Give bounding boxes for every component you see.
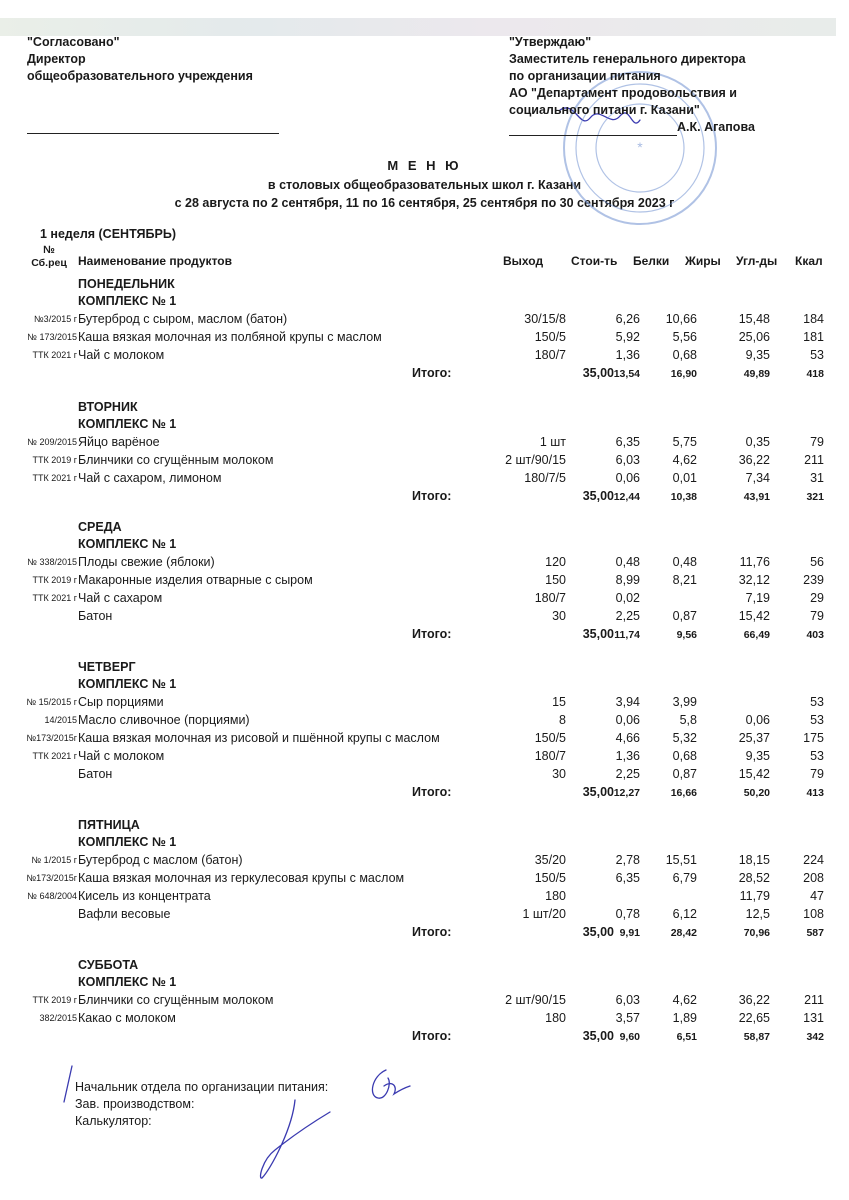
dish-name: Яйцо варёное — [78, 435, 160, 449]
table-row — [0, 434, 849, 452]
table-row — [0, 470, 849, 488]
total-kcal: 342 — [806, 1031, 824, 1043]
output-value: 35/20 — [534, 853, 566, 867]
fat-value: 5,75 — [672, 435, 697, 449]
complex-label: КОМПЛЕКС № 1 — [78, 294, 177, 308]
approval-right-position-2: по организации питания — [509, 69, 661, 83]
total-carbs: 50,20 — [743, 787, 770, 799]
total-carbs: 70,96 — [743, 927, 770, 939]
fat-value: 0,68 — [672, 749, 697, 763]
fat-value: 0,48 — [672, 555, 697, 569]
total-fat: 16,90 — [670, 368, 697, 380]
recipe-code: ТТК 2021 г — [32, 751, 77, 761]
dish-name: Вафли весовые — [78, 907, 171, 921]
fat-value: 4,62 — [672, 993, 697, 1007]
complex-label: КОМПЛЕКС № 1 — [78, 417, 177, 431]
fat-value: 5,32 — [672, 731, 697, 745]
kcal-value: 239 — [803, 573, 824, 587]
kcal-value: 131 — [803, 1011, 824, 1025]
column-header-recipe-no: № Сб.рец — [31, 244, 67, 269]
recipe-code: 14/2015 — [44, 715, 77, 725]
recipe-code: № 15/2015 г — [26, 697, 77, 707]
kcal-value: 211 — [804, 453, 824, 467]
fat-value: 6,79 — [672, 871, 697, 885]
kcal-value: 208 — [803, 871, 824, 885]
fat-value: 0,68 — [672, 348, 697, 362]
carbs-value: 25,06 — [738, 330, 770, 344]
output-value: 30 — [552, 767, 566, 781]
total-price: 35,00 — [582, 925, 614, 939]
dish-name: Масло сливочное (порциями) — [78, 713, 250, 727]
total-kcal: 403 — [806, 629, 824, 641]
output-value: 30 — [552, 609, 566, 623]
recipe-code: №173/2015г — [26, 733, 77, 743]
output-value: 180/7 — [534, 749, 566, 763]
output-value: 2 шт/90/15 — [505, 993, 566, 1007]
carbs-value: 7,34 — [745, 471, 770, 485]
total-label: Итого: — [412, 627, 452, 641]
table-row — [0, 888, 849, 906]
total-kcal: 587 — [806, 927, 824, 939]
dish-name: Чай с сахаром — [78, 591, 163, 605]
complex-label: КОМПЛЕКС № 1 — [78, 537, 177, 551]
protein-value: 6,03 — [615, 453, 640, 467]
approval-left-block — [27, 34, 279, 134]
dish-name: Батон — [78, 609, 113, 623]
table-row — [0, 590, 849, 608]
total-row — [0, 365, 849, 383]
day-name: СУББОТА — [78, 958, 139, 972]
protein-value: 0,02 — [615, 591, 640, 605]
total-carbs: 66,49 — [743, 629, 770, 641]
kcal-value: 108 — [803, 907, 824, 921]
dish-name: Чай с молоком — [78, 749, 165, 763]
total-protein: 9,91 — [619, 927, 640, 939]
total-label: Итого: — [412, 489, 452, 503]
dish-name: Каша вязкая молочная из рисовой и пшённой крупы с маслом — [78, 731, 440, 745]
output-value: 1 шт — [539, 435, 566, 449]
fat-value: 3,99 — [672, 695, 697, 709]
table-row — [0, 852, 849, 870]
approval-right-block — [509, 34, 755, 136]
fat-value: 6,12 — [672, 907, 697, 921]
carbs-value: 9,35 — [745, 749, 770, 763]
total-carbs: 43,91 — [743, 491, 770, 503]
week-label: 1 неделя (СЕНТЯБРЬ) — [40, 227, 176, 241]
output-value: 120 — [545, 555, 566, 569]
protein-value: 1,36 — [615, 749, 640, 763]
protein-value: 0,78 — [615, 907, 640, 921]
document-title-block — [0, 156, 849, 212]
protein-value: 6,35 — [615, 435, 640, 449]
table-row — [0, 347, 849, 365]
total-protein: 13,54 — [613, 368, 640, 380]
table-row — [0, 906, 849, 924]
carbs-value: 11,79 — [739, 889, 770, 903]
svg-text:*: * — [637, 139, 643, 155]
dish-name: Чай с молоком — [78, 348, 165, 362]
approval-right-signature-line — [509, 122, 677, 136]
dish-name: Каша вязкая молочная из полбяной крупы с маслом — [78, 330, 382, 344]
carbs-value: 7,19 — [745, 591, 770, 605]
dish-name: Макаронные изделия отварные с сыром — [78, 573, 313, 587]
protein-value: 4,66 — [615, 731, 640, 745]
protein-value: 2,25 — [615, 609, 640, 623]
protein-value: 0,06 — [615, 713, 640, 727]
carbs-value: 36,22 — [738, 993, 770, 1007]
day-name: ПОНЕДЕЛЬНИК — [78, 277, 175, 291]
protein-value: 1,36 — [615, 348, 640, 362]
recipe-code: № 1/2015 г — [31, 855, 77, 865]
fat-value: 0,87 — [672, 767, 697, 781]
table-row — [0, 572, 849, 590]
output-value: 2 шт/90/15 — [505, 453, 566, 467]
carbs-value: 15,42 — [738, 767, 770, 781]
day-name: ПЯТНИЦА — [78, 818, 140, 832]
output-value: 180/7 — [534, 348, 566, 362]
protein-value: 2,78 — [615, 853, 640, 867]
output-value: 30/15/8 — [524, 312, 566, 326]
total-protein: 12,44 — [613, 491, 640, 503]
approval-left-signature-line — [27, 133, 279, 134]
fat-value: 5,56 — [672, 330, 697, 344]
output-value: 1 шт/20 — [522, 907, 566, 921]
carbs-value: 18,15 — [738, 853, 770, 867]
column-header-fat: Жиры — [685, 254, 721, 268]
carbs-value: 25,37 — [738, 731, 770, 745]
recipe-code: ТТК 2019 г — [32, 575, 77, 585]
kcal-value: 224 — [803, 853, 824, 867]
complex-label: КОМПЛЕКС № 1 — [78, 835, 177, 849]
total-row — [0, 626, 849, 644]
output-value: 180 — [545, 1011, 566, 1025]
total-row — [0, 784, 849, 802]
table-row — [0, 554, 849, 572]
table-row — [0, 992, 849, 1010]
document-title: М Е Н Ю — [387, 158, 462, 173]
total-protein: 9,60 — [619, 1031, 640, 1043]
protein-value: 0,06 — [615, 471, 640, 485]
table-row — [0, 730, 849, 748]
table-row — [0, 712, 849, 730]
recipe-code: № 648/2004 — [27, 891, 77, 901]
total-fat: 28,42 — [670, 927, 697, 939]
output-value: 180 — [545, 889, 566, 903]
carbs-value: 28,52 — [738, 871, 770, 885]
fat-value: 4,62 — [672, 453, 697, 467]
approval-left-position: Директор — [27, 52, 86, 66]
total-price: 35,00 — [582, 489, 614, 503]
total-fat: 6,51 — [676, 1031, 697, 1043]
column-header-carbs: Угл-ды — [736, 254, 778, 268]
approval-right-heading: "Утверждаю" — [509, 35, 592, 49]
carbs-value: 15,42 — [738, 609, 770, 623]
recipe-code: ТТК 2019 г — [32, 995, 77, 1005]
recipe-code: ТТК 2021 г — [32, 593, 77, 603]
kcal-value: 31 — [810, 471, 824, 485]
kcal-value: 47 — [810, 889, 824, 903]
fat-value: 0,01 — [672, 471, 697, 485]
complex-label: КОМПЛЕКС № 1 — [78, 677, 177, 691]
column-header-protein: Белки — [633, 254, 670, 268]
output-value: 150/5 — [534, 731, 566, 745]
column-header-kcal: Ккал — [795, 254, 823, 268]
output-value: 150/5 — [534, 871, 566, 885]
total-label: Итого: — [412, 366, 452, 380]
approval-right-signer: А.К. Агапова — [677, 120, 755, 134]
column-header-name: Наименование продуктов — [78, 254, 232, 268]
output-value: 180/7/5 — [524, 471, 566, 485]
recipe-code: ТТК 2019 г — [32, 455, 77, 465]
recipe-code: № 209/2015 — [27, 437, 77, 447]
day-name: ВТОРНИК — [78, 400, 138, 414]
total-label: Итого: — [412, 925, 452, 939]
total-price: 35,00 — [582, 627, 614, 641]
kcal-value: 175 — [803, 731, 824, 745]
approval-right-sign-row — [509, 119, 755, 136]
output-value: 180/7 — [534, 591, 566, 605]
fat-value: 8,21 — [672, 573, 697, 587]
carbs-value: 36,22 — [738, 453, 770, 467]
fat-value: 0,87 — [672, 609, 697, 623]
total-kcal: 413 — [806, 787, 824, 799]
recipe-code: ТТК 2021 г — [32, 473, 77, 483]
protein-value: 3,94 — [615, 695, 640, 709]
kcal-value: 181 — [803, 330, 824, 344]
total-price: 35,00 — [582, 785, 614, 799]
footer-production-manager: Зав. производством: — [75, 1097, 195, 1111]
carbs-value: 0,06 — [745, 713, 770, 727]
complex-label: КОМПЛЕКС № 1 — [78, 975, 177, 989]
document-dates: с 28 августа по 2 сентября, 11 по 16 сентября, 25 сентября по 30 сентября 2023 г — [174, 196, 675, 210]
total-row — [0, 924, 849, 942]
document-subtitle: в столовых общеобразовательных школ г. Казани — [267, 178, 582, 192]
table-row — [0, 748, 849, 766]
footer-calculator: Калькулятор: — [75, 1114, 152, 1128]
table-row — [0, 694, 849, 712]
dish-name: Бутерброд с маслом (батон) — [78, 853, 243, 867]
kcal-value: 211 — [804, 993, 824, 1007]
total-fat: 10,38 — [670, 491, 697, 503]
recipe-code: № 338/2015 — [27, 557, 77, 567]
carbs-value: 22,65 — [738, 1011, 770, 1025]
carbs-value: 12,5 — [745, 907, 770, 921]
dish-name: Блинчики со сгущённым молоком — [78, 993, 274, 1007]
footer-head-of-catering: Начальник отдела по организации питания: — [75, 1080, 329, 1094]
kcal-value: 53 — [810, 713, 824, 727]
dish-name: Батон — [78, 767, 113, 781]
kcal-value: 53 — [810, 348, 824, 362]
total-fat: 9,56 — [676, 629, 697, 641]
output-value: 8 — [559, 713, 566, 727]
table-row — [0, 608, 849, 626]
carbs-value: 15,48 — [738, 312, 770, 326]
total-fat: 16,66 — [670, 787, 697, 799]
kcal-value: 79 — [810, 767, 824, 781]
carbs-value: 32,12 — [738, 573, 770, 587]
output-value: 150 — [545, 573, 566, 587]
dish-name: Кисель из концентрата — [78, 889, 211, 903]
table-row — [0, 329, 849, 347]
dish-name: Плоды свежие (яблоки) — [78, 555, 215, 569]
total-carbs: 58,87 — [743, 1031, 770, 1043]
kcal-value: 56 — [810, 555, 824, 569]
footer-signatures — [75, 1079, 328, 1130]
carbs-value: 0,35 — [745, 435, 770, 449]
recipe-code: №173/2015г — [26, 873, 77, 883]
kcal-value: 79 — [810, 435, 824, 449]
fat-value: 10,66 — [665, 312, 697, 326]
approval-right-position: Заместитель генерального директора — [509, 52, 746, 66]
protein-value: 3,57 — [615, 1011, 640, 1025]
carbs-value: 9,35 — [745, 348, 770, 362]
total-kcal: 321 — [806, 491, 824, 503]
protein-value: 6,26 — [615, 312, 640, 326]
column-header-output: Выход — [503, 254, 544, 268]
recipe-code: №3/2015 г — [34, 314, 77, 324]
protein-value: 5,92 — [615, 330, 640, 344]
total-row — [0, 1028, 849, 1046]
protein-value: 6,35 — [615, 871, 640, 885]
fat-value: 1,89 — [672, 1011, 697, 1025]
approval-right-org-2: социального питани г. Казани" — [509, 103, 700, 117]
recipe-code: 382/2015 — [39, 1013, 77, 1023]
total-label: Итого: — [412, 785, 452, 799]
dish-name: Сыр порциями — [78, 695, 164, 709]
kcal-value: 53 — [810, 749, 824, 763]
approval-left-org: общеобразовательного учреждения — [27, 69, 253, 83]
carbs-value: 11,76 — [739, 555, 770, 569]
kcal-value: 184 — [803, 312, 824, 326]
total-carbs: 49,89 — [743, 368, 770, 380]
recipe-code: ТТК 2021 г — [32, 350, 77, 360]
table-row — [0, 452, 849, 470]
dish-name: Каша вязкая молочная из геркулесовая крупы с маслом — [78, 871, 405, 885]
column-header-price: Стои-ть — [571, 254, 618, 268]
output-value: 150/5 — [534, 330, 566, 344]
table-header — [0, 244, 849, 272]
total-protein: 11,74 — [614, 629, 640, 641]
dish-name: Какао с молоком — [78, 1011, 176, 1025]
fat-value: 5,8 — [679, 713, 697, 727]
total-price: 35,00 — [582, 1029, 614, 1043]
approval-right-org: АО "Департамент продовольствия и — [509, 86, 737, 100]
protein-value: 8,99 — [615, 573, 640, 587]
kcal-value: 29 — [810, 591, 824, 605]
recipe-code: № 173/2015 — [27, 332, 77, 342]
total-label: Итого: — [412, 1029, 452, 1043]
dish-name: Блинчики со сгущённым молоком — [78, 453, 274, 467]
kcal-value: 53 — [810, 695, 824, 709]
total-row — [0, 488, 849, 506]
protein-value: 2,25 — [615, 767, 640, 781]
total-protein: 12,27 — [613, 787, 640, 799]
total-price: 35,00 — [582, 366, 614, 380]
day-name: ЧЕТВЕРГ — [78, 660, 136, 674]
total-kcal: 418 — [806, 368, 824, 380]
protein-value: 0,48 — [615, 555, 640, 569]
fat-value: 15,51 — [665, 853, 697, 867]
protein-value: 6,03 — [615, 993, 640, 1007]
output-value: 15 — [552, 695, 566, 709]
table-row — [0, 311, 849, 329]
table-row — [0, 1010, 849, 1028]
table-row — [0, 766, 849, 784]
kcal-value: 79 — [810, 609, 824, 623]
dish-name: Чай с сахаром, лимоном — [78, 471, 222, 485]
table-row — [0, 870, 849, 888]
approval-left-heading: "Согласовано" — [27, 35, 120, 49]
dish-name: Бутерброд с сыром, маслом (батон) — [78, 312, 288, 326]
day-name: СРЕДА — [78, 520, 122, 534]
